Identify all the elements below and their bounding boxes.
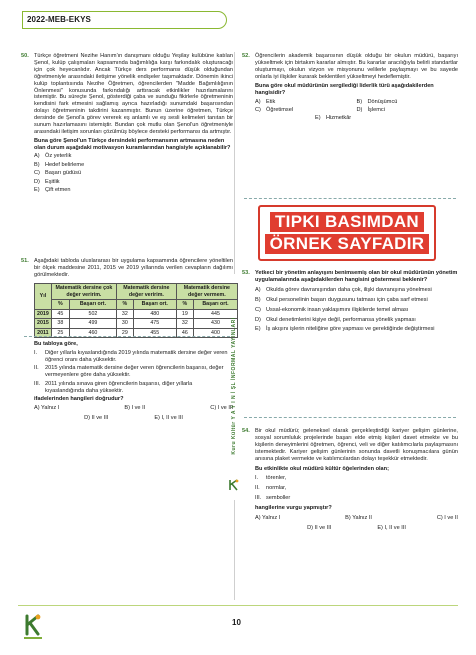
right-column-lower: [244, 270, 458, 337]
option-letter: D): [255, 316, 261, 323]
option-text: Okul denetimlerini kişiye değil, performansa yönelik yapması: [266, 316, 416, 323]
option-text: I, II ve III: [384, 524, 406, 531]
statement-label: I.: [34, 349, 38, 356]
column-divider: [234, 500, 235, 600]
table-cell: 32: [176, 319, 193, 329]
option-text: Hedef belirleme: [45, 161, 85, 168]
option-a[interactable]: [255, 515, 280, 522]
question-prompt: Yetkeci bir yönetim anlayışını benimsemiş olan bir okul müdürünün yönetim uygulamalarında aşağıdakilerden hangisini göstermesi beklenir?: [255, 270, 458, 283]
items-lead: Bu etkinlikte okul müdürü kültür öğelerinden olan;: [255, 465, 389, 472]
question-number: 53.: [242, 270, 250, 276]
question-stem: Aşağıdaki tabloda uluslararası bir uygulama kapsamında öğrencilere yöneltilen bir ölçek maddesine 2011, 2015 ve 2019 yıllarında verilen cevapların dağılımı görülmektedir.: [34, 258, 233, 278]
option-text: Hizmetkâr: [326, 115, 352, 122]
header-title: 2022-MEB-EKYS: [27, 15, 91, 24]
option-text: I ve II: [131, 405, 146, 412]
publisher-logo-icon: [22, 612, 44, 642]
option-letter: A): [255, 99, 261, 106]
option-c[interactable]: [255, 107, 357, 114]
option-text: Okul personelinin başarı duygusunu tatması için çaba sarf etmesi: [266, 296, 428, 303]
option-d[interactable]: [357, 107, 459, 114]
option-e[interactable]: [255, 115, 458, 122]
table-cell: 430: [193, 319, 237, 329]
spacer: [23, 198, 233, 258]
option-b[interactable]: [34, 162, 233, 169]
option-e[interactable]: [377, 525, 406, 532]
options-row: [255, 515, 458, 522]
page-number: 10: [232, 618, 241, 627]
option-letter: E): [315, 115, 321, 122]
item-ii: [255, 485, 458, 492]
option-letter: D): [34, 178, 40, 185]
option-a[interactable]: [255, 99, 357, 106]
item-iii: [255, 495, 458, 502]
question-52: [244, 53, 458, 122]
item-label: III.: [255, 495, 262, 502]
right-column: [244, 53, 458, 126]
question-prompt: hangilerine vurgu yapmıştır?: [255, 505, 332, 512]
option-c[interactable]: [437, 515, 458, 522]
options-row: [34, 405, 233, 412]
option-a[interactable]: [34, 405, 59, 412]
question-divider: [244, 198, 456, 199]
publisher-side-label: Kuru Kültür Y A Y I N İ ŞL İNFORMAL YAYINLARI: [231, 317, 237, 455]
year-cell: 2015: [35, 319, 52, 329]
question-stem: Bir okul müdürü; geleneksel olarak gerçekleştirdiği kariyer gelişim günlerine, sosyal sorumluluk projelerinde başarı elde etmiş kişileri davet etmekte ve bu kişilerin deneyimlerini öğretmen, öğrenci, veli ve diğer katılımcılarla paylaşmasını istemektedir. Kariyer gelişim günlerinin sonunda davetli konuşmacılara günün anısına plaket vermekte ve katılımcılardan dolayı teşekkür etmektedir.: [255, 428, 458, 462]
options-row: [255, 525, 458, 532]
option-text: Ussal-ekonomik insan yaklaşımını ilişkilerde temel alması: [266, 306, 409, 313]
table-cell: 499: [69, 319, 116, 329]
option-text: I ve III: [217, 405, 233, 412]
option-letter: C): [210, 405, 217, 412]
option-letter: A): [34, 153, 40, 160]
question-number: 51.: [21, 258, 29, 265]
item-text: törenler,: [266, 475, 287, 482]
sample-page-stamp: [258, 205, 436, 261]
question-50: [23, 53, 233, 194]
table-row: [35, 319, 238, 329]
option-d[interactable]: [255, 317, 458, 324]
option-d[interactable]: [307, 525, 331, 532]
option-letter: B): [345, 515, 351, 522]
option-text: Öğretimsel: [266, 107, 294, 114]
option-b[interactable]: [124, 405, 145, 412]
table-cell: 502: [69, 309, 116, 319]
option-text: Yalnız II: [352, 515, 372, 522]
question-number: 52.: [242, 53, 250, 59]
option-b[interactable]: [357, 99, 459, 106]
table-cell: 400: [193, 328, 237, 338]
statement-iii: [34, 381, 233, 395]
question-divider: [244, 417, 456, 418]
option-letter: D): [307, 524, 313, 531]
item-text: semboller: [266, 495, 291, 502]
option-text: Yalnız I: [262, 515, 281, 522]
option-b[interactable]: [255, 297, 458, 304]
question-number: 50.: [21, 53, 29, 59]
option-text: Başarı güdüsü: [45, 170, 82, 177]
option-d[interactable]: [84, 415, 108, 422]
group-header: Matematik dersine değer vermem.: [176, 283, 237, 299]
question-prompt: Buna göre okul müdürünün sergilediği liderlik türü aşağıdakilerden hangisidir?: [255, 82, 434, 96]
table-cell: 29: [116, 328, 133, 338]
option-e[interactable]: [255, 326, 458, 333]
table-lead: Bu tabloya göre,: [34, 341, 78, 348]
table-cell: 25: [51, 328, 69, 338]
stamp-line-2: ÖRNEK SAYFADIR: [265, 234, 430, 254]
table-cell: 455: [133, 328, 176, 338]
column-divider: [234, 52, 235, 274]
statement-label: III.: [34, 380, 41, 387]
option-d[interactable]: [34, 179, 233, 186]
sub-header: Başarı ort.: [193, 300, 237, 310]
sub-header: Başarı ort.: [133, 300, 176, 310]
option-text: II ve III: [314, 524, 332, 531]
question-51: [23, 258, 233, 422]
options-row: [34, 415, 233, 422]
option-text: I ve II: [444, 515, 458, 522]
data-table: [34, 283, 238, 338]
item-label: II.: [255, 485, 260, 492]
option-a[interactable]: [255, 287, 458, 294]
footer-line: [18, 605, 458, 606]
question-stem: Öğrencilerin akademik başarısının düşük olduğu bir okulun müdürü, başarıyı yükseltmek için birtakım kararlar almıştır. Bu kararlar aracılığıyla belirli standartlar oluşturmayı, okulun vizyon ve misyonunu velilerle paylaşmayı ve bu sayede onlarla iyi ilişkiler kurarak beklentileri yükseltmeyi hedeflemiştir.: [255, 53, 458, 80]
table-cell: 445: [193, 309, 237, 319]
left-column: [23, 53, 233, 426]
option-letter: D): [356, 107, 363, 114]
item-text: normlar,: [266, 485, 287, 492]
sub-header: %: [51, 300, 69, 310]
option-e[interactable]: [154, 415, 183, 422]
option-letter: A): [255, 286, 261, 293]
table-cell: 475: [133, 319, 176, 329]
options-grid: [255, 98, 458, 122]
option-b[interactable]: [345, 515, 372, 522]
option-letter: C): [436, 515, 443, 522]
option-letter: E): [377, 524, 383, 531]
statement-ii: [34, 365, 233, 379]
group-header: Matematik dersine çok değer veririm.: [51, 283, 116, 299]
sub-header: %: [116, 300, 133, 310]
year-cell: 2019: [35, 309, 52, 319]
question-number: 54.: [242, 428, 250, 434]
option-letter: B): [255, 296, 261, 303]
statement-text: 2015 yılında matematik dersine değer veren öğrencilerin başarısı, değer vermeyenlere göre daha yüksektir.: [45, 365, 224, 379]
statement-text: 2011 yılında sınava giren öğrencilerin başarısı, diğer yıllarla kıyaslandığında daha yüksektir.: [45, 380, 193, 394]
page-header: [22, 11, 227, 29]
publisher-side-strip: [227, 280, 241, 492]
sub-header: Başarı ort.: [69, 300, 116, 310]
right-column-bottom: [244, 428, 458, 536]
table-cell: 46: [176, 328, 193, 338]
question-54: [244, 428, 458, 532]
option-text: İşlemci: [367, 107, 385, 114]
option-c[interactable]: [34, 170, 233, 177]
option-text: I, II ve III: [161, 415, 183, 422]
sub-header: %: [176, 300, 193, 310]
option-text: Çift etmen: [45, 187, 71, 194]
statement-label: II.: [34, 365, 39, 372]
statement-i: [34, 350, 233, 364]
table-row: [35, 309, 238, 319]
table-cell: 30: [116, 319, 133, 329]
question-prompt: Buna göre Şenol'un Türkçe dersindeki performansının artmasına neden olan durum aşağıdaki motivasyon kuramlarından hangisiyle açıklanabilir?: [34, 137, 231, 151]
year-cell: 2011: [35, 328, 52, 338]
option-e[interactable]: [34, 187, 233, 194]
item-i: [255, 475, 458, 482]
option-letter: A): [34, 405, 40, 412]
publisher-logo-icon: [227, 478, 241, 492]
option-letter: C): [34, 170, 40, 177]
option-letter: A): [255, 515, 261, 522]
option-letter: D): [84, 415, 90, 422]
option-letter: E): [255, 326, 261, 333]
option-letter: C): [255, 306, 261, 313]
year-header: Yıl: [35, 283, 52, 309]
question-divider: [24, 336, 230, 337]
question-stem: Türkçe öğretmeni Nezihe Hanım'ın danışmanı olduğu Yeşilay kulübüne katılan Şenol, kulüp çalışmaları kapsamında bağımlılığa karşı farkındalık oluşturacağı için çok heyecanlıdır. Ancak Türkçe ders performansı düşük olduğundan öğretmeniyle arasındaki iletişime yönelik endişeler taşımaktadır. Dönemin ikinci kulüp toplantısında Nezihe Öğretmen, öğrencilerden "Madde Bağımlılığının Önlenmesi" konusunda farkındalığı arttıracak etkinlikler hazırlamalarını istemiştir. Bu süreçte Şenol, gösterdiği çaba ve sunduğu fikirlerle öğretmeninin kendisini fark etmesini sağlamış ayrıca hazırladığı sunumdaki başarısından dolayı öğretmeninin takdirini kazanmıştır. Bunun üzerine öğretmen, Türkçe dersinde de Şenol'a görev vererek eş anlamlı ve eş sesli kelimeleri tanıtan bir sunum hazırlamasını istemiştir. Bundan çok mutlu olan Şenol'un öğretmeniyle arasındaki iletişim sorunları çözülmüş böylece dersteki performansı da artmıştır.: [34, 53, 233, 135]
option-letter: E): [34, 187, 40, 194]
option-letter: B): [124, 405, 130, 412]
question-prompt: ifadelerinden hangileri doğrudur?: [34, 396, 124, 403]
table-cell: 32: [116, 309, 133, 319]
table-cell: 38: [51, 319, 69, 329]
table-cell: 45: [51, 309, 69, 319]
stamp-line-1: TIPKI BASIMDAN: [270, 212, 424, 232]
table-cell: 460: [69, 328, 116, 338]
option-text: II ve III: [91, 415, 109, 422]
option-text: Yalnız I: [41, 405, 60, 412]
group-header: Matematik dersine değer veririm.: [116, 283, 176, 299]
option-text: İş akışını işlerin niteliğine göre yapması ve gerektiğinde değiştirmesi: [266, 326, 435, 333]
option-letter: B): [356, 99, 363, 106]
table-cell: 480: [133, 309, 176, 319]
option-text: Etik: [266, 99, 276, 106]
option-letter: C): [255, 107, 261, 114]
table-cell: 19: [176, 309, 193, 319]
option-a[interactable]: [34, 153, 233, 160]
option-text: Öz yeterlik: [45, 153, 72, 160]
option-c[interactable]: [255, 307, 458, 314]
statement-text: Diğer yıllarla kıyaslandığında 2019 yılında matematik dersine değer veren öğrenci oranı daha yüksektir.: [45, 349, 228, 363]
option-letter: B): [34, 161, 40, 168]
option-letter: E): [154, 415, 160, 422]
question-53: [244, 270, 458, 333]
option-text: Dönüşümcü: [367, 99, 398, 106]
option-text: Okulda görev davranışından daha çok, ilişki davranışına yönelmesi: [266, 286, 432, 293]
option-text: Eşitlik: [45, 178, 60, 185]
item-label: I.: [255, 475, 259, 482]
